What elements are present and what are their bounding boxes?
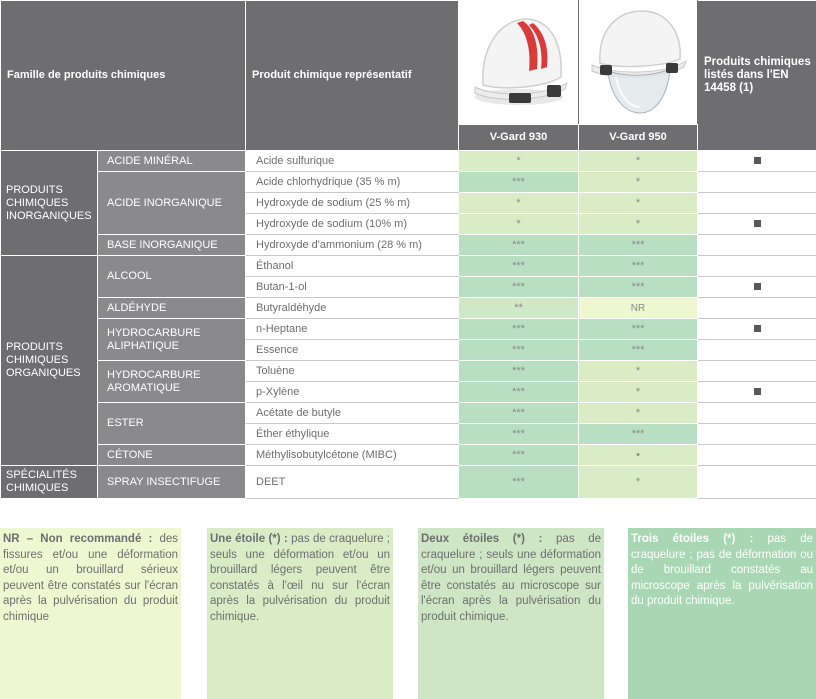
chemical-name: p-Xylène [246, 382, 459, 403]
legend-title: Deux étoiles (*) : [421, 533, 543, 545]
subgroup-aldehyde: ALDÉHYDE [98, 298, 246, 319]
subgroup-insect-spray: SPRAY INSECTIFUGE [98, 466, 246, 499]
rating-950: * [579, 172, 698, 193]
rating-930: *** [459, 319, 579, 340]
en-listed-cell [698, 445, 816, 466]
en-listed-cell [698, 424, 816, 445]
rating-930: *** [459, 340, 579, 361]
chemical-name: Acide chlorhydrique (35 % m) [246, 172, 459, 193]
rating-950: • [579, 445, 698, 466]
en-listed-cell [698, 403, 816, 424]
rating-930: * [459, 193, 579, 214]
rating-930: *** [459, 445, 579, 466]
subgroup-ester: ESTER [98, 403, 246, 445]
helmet-red-stripes-icon [465, 7, 573, 119]
en-listed-cell [698, 466, 816, 499]
en-listed-cell [698, 151, 816, 172]
listed-square-icon [754, 388, 761, 395]
header-representative: Produit chimique représentatif [246, 1, 459, 151]
rating-950: * [579, 151, 698, 172]
rating-930: *** [459, 235, 579, 256]
en-listed-cell [698, 256, 816, 277]
helmet-with-visor-icon [586, 5, 690, 121]
en-listed-cell [698, 319, 816, 340]
rating-950: * [579, 382, 698, 403]
en-listed-cell [698, 361, 816, 382]
chemical-name: Toluène [246, 361, 459, 382]
group-organic: PRODUITS CHIMIQUES ORGANIQUES [1, 256, 98, 466]
rating-950: *** [579, 319, 698, 340]
rating-950: * [579, 214, 698, 235]
chemical-name: n-Heptane [246, 319, 459, 340]
legend-text: pas de craquelure ; seuls une déformation et/ou un brouillard légers peuvent être constatés au microscope sur l'écran après la pulvérisation du produit chimique. [421, 533, 601, 623]
chemical-name: Hydroxyde de sodium (25 % m) [246, 193, 459, 214]
rating-930: *** [459, 382, 579, 403]
group-inorganic: PRODUITS CHIMIQUES INORGANIQUES [1, 151, 98, 256]
product-image-950 [579, 1, 698, 125]
chemical-name: Acide sulfurique [246, 151, 459, 172]
subgroup-ketone: CÉTONE [98, 445, 246, 466]
chemical-name: DEET [246, 466, 459, 499]
rating-930: *** [459, 466, 579, 499]
rating-950: * [579, 193, 698, 214]
legend-two-stars [418, 528, 604, 699]
en-listed-cell [698, 214, 816, 235]
rating-950: *** [579, 235, 698, 256]
listed-square-icon [754, 220, 761, 227]
listed-square-icon [754, 157, 761, 164]
legend-text: des fissures et/ou une déformation et/ou un brouillard sérieux peuvent être constatés sur l'écran après la pulvérisation du produit chimique [3, 533, 178, 623]
listed-square-icon [754, 283, 761, 290]
rating-950: NR [579, 298, 698, 319]
chemical-name: Hydroxyde de sodium (10% m) [246, 214, 459, 235]
rating-930: *** [459, 256, 579, 277]
en-listed-cell [698, 235, 816, 256]
rating-930: *** [459, 403, 579, 424]
en-listed-cell [698, 382, 816, 403]
rating-950: * [579, 403, 698, 424]
chemical-name: Acétate de butyle [246, 403, 459, 424]
subgroup-alcohol: ALCOOL [98, 256, 246, 298]
en-listed-cell [698, 298, 816, 319]
legend-three-stars [628, 528, 816, 699]
chemical-name: Éther éthylique [246, 424, 459, 445]
chemical-name: Essence [246, 340, 459, 361]
en-listed-cell [698, 172, 816, 193]
subgroup-inorganic-acid: ACIDE INORGANIQUE [98, 172, 246, 235]
rating-930: ** [459, 298, 579, 319]
legend-title: Une étoile (*) : [210, 533, 288, 545]
listed-square-icon [754, 325, 761, 332]
legend-not-recommended [0, 528, 181, 699]
rating-950: *** [579, 256, 698, 277]
legend-title: NR – Non recommandé : [3, 533, 153, 545]
rating-930: *** [459, 172, 579, 193]
rating-930: * [459, 151, 579, 172]
en-listed-cell [698, 340, 816, 361]
rating-950: *** [579, 277, 698, 298]
legend-text: pas de craquelure ; pas de déformation ou de brouillard constatés au microscope après la pulvérisation du produit chimique. [631, 533, 813, 607]
chemical-name: Méthylisobutylcétone (MIBC) [246, 445, 459, 466]
rating-950: *** [579, 340, 698, 361]
header-en-standard: Produits chimiques listés dans l'EN 14458 (1) [698, 1, 816, 151]
product-name-950: V-Gard 950 [579, 125, 698, 151]
legend-title: Trois étoiles (*) : [631, 533, 754, 545]
subgroup-mineral-acid: ACIDE MINÉRAL [98, 151, 246, 172]
rating-950: * [579, 466, 698, 499]
subgroup-aliphatic-hydrocarbon: HYDROCARBURE ALIPHATIQUE [98, 319, 246, 361]
chemical-name: Hydroxyde d'ammonium (28 % m) [246, 235, 459, 256]
rating-930: *** [459, 277, 579, 298]
header-family: Famille de produits chimiques [1, 1, 246, 151]
rating-930: * [459, 214, 579, 235]
en-listed-cell [698, 193, 816, 214]
en-listed-cell [698, 277, 816, 298]
rating-950: * [579, 361, 698, 382]
rating-930: *** [459, 424, 579, 445]
group-specialty: SPÉCIALITÉS CHIMIQUES [1, 466, 98, 499]
product-name-930: V-Gard 930 [459, 125, 579, 151]
subgroup-aromatic-hydrocarbon: HYDROCARBURE AROMATIQUE [98, 361, 246, 403]
chemical-name: Éthanol [246, 256, 459, 277]
subgroup-inorganic-base: BASE INORGANIQUE [98, 235, 246, 256]
legend-text: pas de craquelure ; seuls une déformation et/ou un brouillard légers peuvent être constatés à l'œil nu sur l'écran après la pulvérisation du produit chimique. [210, 533, 391, 623]
rating-950: *** [579, 424, 698, 445]
rating-930: *** [459, 361, 579, 382]
chemical-name: Butyraldéhyde [246, 298, 459, 319]
legend-one-star [207, 528, 393, 699]
product-image-930 [459, 1, 579, 125]
chemical-name: Butan-1-ol [246, 277, 459, 298]
